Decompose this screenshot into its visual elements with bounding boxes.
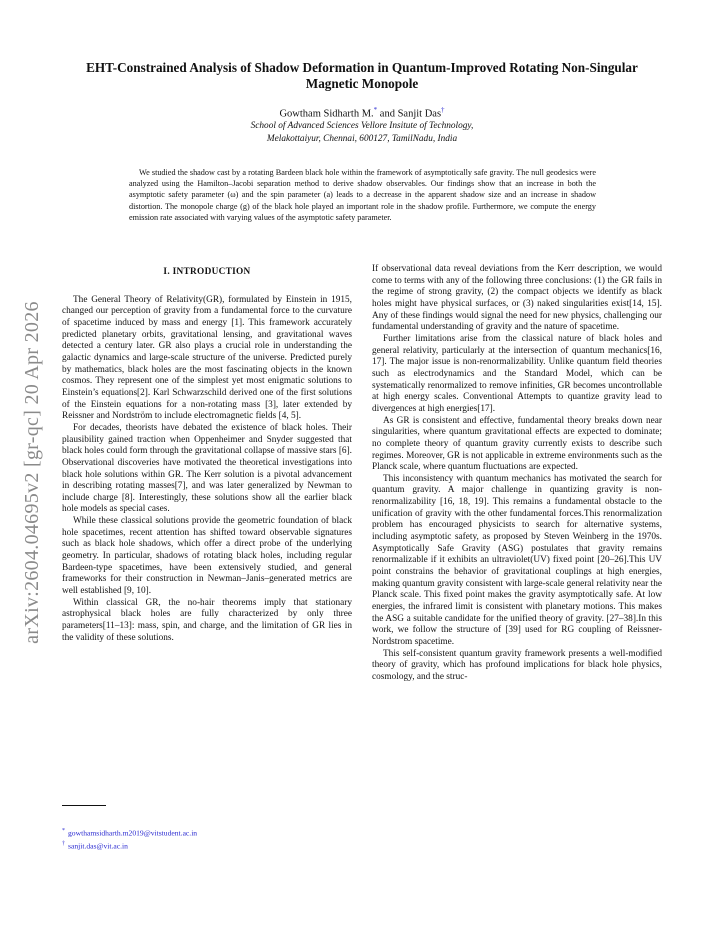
affiliation-line-1: School of Advanced Sciences Vellore Insitute of Technology, <box>250 121 474 131</box>
footnote-1 <box>62 826 352 839</box>
section-heading-introduction: I. INTRODUCTION <box>163 267 251 277</box>
author-1: Gowtham Sidharth M. <box>279 108 374 120</box>
arxiv-identifier-stamp <box>14 262 50 682</box>
footnote-1-email-link[interactable]: gowthamsidharth.m2019@vitstudent.ac.in <box>68 828 198 838</box>
title-line-2: Magnetic Monopole <box>305 76 419 91</box>
footnotes <box>62 826 352 851</box>
title-line-1: EHT-Constrained Analysis of Shadow Deformation in Quantum-Improved Rotating Non-Singular <box>86 60 638 75</box>
paragraph: For decades, theorists have debated the existence of black holes. Their plausibility gained traction when Oppenheimer and Snyder suggested that black holes could form through the gravitational collapse of massive stars [6]. Observational discoveries have motivated the theoretical investigations into black hole solutions within GR. The Kerr solution is a pivotal advancement in describing rotating masses[7], and was later generalized by Newman to include charge [8]. Interestingly, these solutions show all the earlier black hole models as special cases. <box>62 422 352 515</box>
author-2: Sanjit Das <box>397 108 442 120</box>
paragraph: The General Theory of Relativity(GR), formulated by Einstein in 1915, changed our perception of gravity from a fundamental force to the curvature of spacetime induced by mass and energy [1]. This framework accurately predicted planetary orbits, gravitational lensing, and gravitational waves detected a century later. GR also plays a crucial role in understanding the galactic dynamics and large-scale structure of the universe. Predicted purely by mathematics, black holes are the most fascinating objects in the known cosmos. They represent one of the simplest yet most enigmatic solutions to Einstein’s equations[2]. Karl Schwarzschild derived one of the first solutions of the Einstein equations for a non-rotating mass [3], later extended by Reissner and Nordström to include electromagnetic fields [4, 5]. <box>62 294 352 422</box>
footnote-2-email-link[interactable]: sanjit.das@vit.ac.in <box>68 841 128 851</box>
paper-title <box>60 60 664 92</box>
author-1-footnote-mark[interactable]: * <box>373 106 378 114</box>
author-conjunction: and <box>377 108 398 120</box>
affiliation <box>60 120 664 145</box>
paragraph: Within classical GR, the no-hair theorems imply that stationary astrophysical black holes are fully characterized by only three parameters[11–13]: mass, spin, and charge, and the limitation of GR lies in the validity of these solutions. <box>62 597 352 643</box>
footnote-1-mark: * <box>62 828 65 834</box>
footnote-2 <box>62 839 352 852</box>
abstract: We studied the shadow cast by a rotating Bardeen black hole within the framework of asymptotically safe gravity. The null geodesics were analyzed using the Hamilton–Jacobi separation method to derive shadow observables. Our findings show that an increase in both the asymptotic safety parameter (ω) and the spin parameter (a) leads to a decrease in the apparent shadow size and an increase in shadow distortion. The monopole charge (g) of the black hole played an important role in the shadow profile. Furthermore, we compute the energy emission rate associated with varying values of the asymptotic safety parameter. <box>129 168 596 222</box>
author-2-footnote-mark[interactable]: † <box>441 106 445 114</box>
paragraph: While these classical solutions provide the geometric foundation of black hole spacetimes, recent attention has shifted toward observable signatures such as black hole shadows, which offer a direct probe of the underlying geometry. In particular, shadows of rotating black holes, including regular Bardeen-type spacetimes, have been extensively studied, and general frameworks for their construction in Newman–Janis–generated metrics are well established [9, 10]. <box>62 516 352 597</box>
paragraph: This self-consistent quantum gravity framework presents a well-modified theory of gravity, which has profound implications for black hole physics, cosmology, and the struc- <box>372 648 662 682</box>
author-list <box>60 104 664 121</box>
footnote-divider <box>62 805 106 806</box>
paragraph: This inconsistency with quantum mechanics has motivated the search for quantum gravity. A major challenge in quantizing gravity is non-renormalizability [16, 18, 19]. This remains a fundamental obstacle to the unification of gravity with the other fundamental forces.This renormalization problem has encouraged physicists to search for alternative systems, including asymptotic safety, as proposed by Steven Weinberg in the 1970s. Asymptotically Safe Gravity (ASG) postulates that gravity remains renormalizable if it exhibits an ultraviolet(UV) fixed point [20–26].This UV point constrains the behavior of gravitational couplings at high energies, making quantum gravity consistent with large-scale general relativity near the Planck scale. This fixed point makes the gravity asymptotically safe. At low energies, the infrared limit is consistent with planetary motions. This makes the ASG a suitable candidate for the unified theory of gravity. [27–38].In this work, we follow the structure of [39] used for RG coupling of Reissner-Nordstrom spacetime. <box>372 473 662 647</box>
right-column <box>372 264 662 684</box>
affiliation-line-2: Melakottaiyur, Chennai, 600127, TamilNadu, India <box>266 133 458 144</box>
paragraph: If observational data reveal deviations from the Kerr description, we would come to terms with any of the following three conclusions: (1) the GR fails in the regime of strong gravity, (2) the compact objects we identify as black holes might have physical surfaces, or (3) naked singularities exist[14, 15]. Any of these findings would signal the need for new physics, challenging our fundamental understanding of gravity and the nature of spacetime. <box>372 264 662 333</box>
arxiv-identifier-text: arXiv:2604.04695v2 [gr-qc] 20 Apr 2026 <box>20 300 43 644</box>
paragraph: As GR is consistent and effective, fundamental theory breaks down near singularities, where quantum gravitational effects are expected to dominate; no complete theory of quantum gravity currently exists to describe such regimes. Moreover, GR is not applicable in extreme environments such as the Planck scale, where quantum fluctuations are expected. <box>372 415 662 473</box>
left-column <box>62 264 352 644</box>
footnote-2-mark: † <box>62 840 65 847</box>
paragraph: Further limitations arise from the classical nature of black holes and general relativity, particularly at the intersection of quantum mechanics[16, 17]. The major issue is non-renormalizability. Unlike quantum field theories such as electrodynamics and the Standard Model, which can be systematically renormalized to remove infinities, GR becomes uncontrollable at high energy scales. Conventional Attempts to quantize gravity lead to divergences at high energies[17]. <box>372 333 662 414</box>
